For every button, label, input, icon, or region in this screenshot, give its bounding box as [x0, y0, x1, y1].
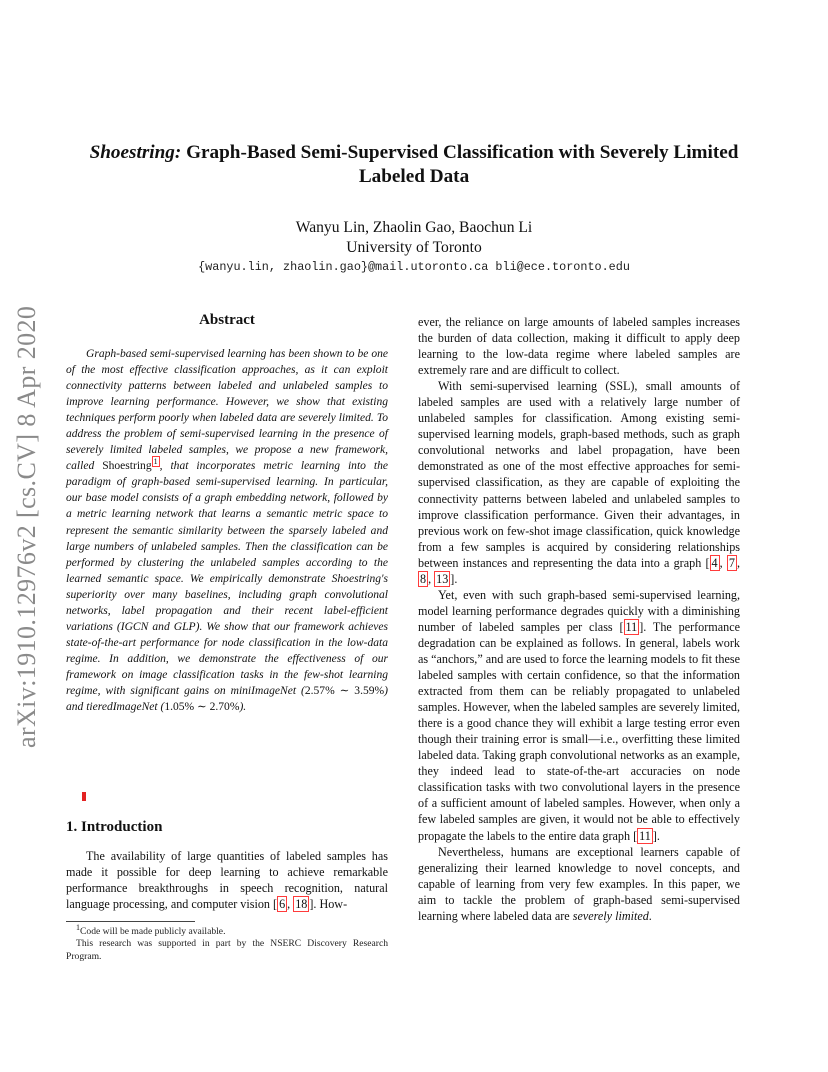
- abstract-text-3: ) and tieredImageNet (: [66, 684, 388, 714]
- right-text-3-end: ].: [652, 828, 660, 843]
- footnote-1-text: Code will be made publicly available.: [80, 926, 226, 937]
- footnote-rule: [66, 921, 195, 922]
- right-text-4-end: .: [648, 908, 652, 923]
- right-paragraph-1: ever, the reliance on large amounts of labeled samples increases the burden of data collection, making it difficult to apply deep learning to the low-data regime where labeled samples are extremely rare and are difficult to collect.: [418, 315, 740, 378]
- citation-link[interactable]: 8: [420, 571, 427, 586]
- emphasis-text: severely limited: [572, 908, 649, 923]
- arxiv-identifier: arXiv:1910.12976v2 [cs.CV] 8 Apr 2020: [12, 305, 41, 749]
- abstract-text-2: , that incorporates metric learning into the paradigm of graph-based semi-supervised learning. In particular, our base model consists of a graph embedding network, followed by a metric learning network that learns a semantic metric space to represent the semantic similarity between the sparsely labeled and large numbers of unlabeled samples. Then the classification can be performed by clustering the unlabeled samples according to the learned semantic space. We empirically demonstrate Shoestring's superiority over many baselines, including graph convolutional networks, label propagation and their recent label-efficient variations (IGCN and GLP). We show that our framework achieves state-of-the-art performance for node classification in the low-data regime. In addition, we demonstrate the effectiveness of our framework on image classification tasks in the few-shot learning regime, with significant gains on miniImageNet (: [66, 460, 388, 697]
- left-column: [66, 312, 388, 715]
- section-heading: 1. Introduction: [66, 819, 163, 835]
- title-italic: Shoestring:: [89, 142, 182, 163]
- right-text-2: With semi-supervised learning (SSL), small amounts of labeled samples are used with a relatively large number of unlabeled samples for classification. Among existing semi-supervised learning models, graph-based methods, such as graph convolutional networks and label propagation, have been demonstrated as one of the most effective approaches for semi-supervised classification, as they are capable of exploiting the connectivity patterns between labeled and unlabeled samples to improve classification performance. Given their advantages, in previous work on few-shot image classification, quick knowledge from a few samples is acquired by considering relationships between instances and representing the data into a graph [: [418, 379, 740, 570]
- footnote-2: This research was supported in part by the NSERC Discovery Research Program.: [66, 938, 388, 962]
- author-emails: {wanyu.lin, zhaolin.gao}@mail.utoronto.ca bli@ece.toronto.edu: [198, 260, 630, 274]
- citation-link[interactable]: 13: [436, 571, 449, 586]
- right-text-3b: ]. The performance degradation can be explained as follows. In general, labels work as “anchors,” and are used to force the learning models to fit these labeled samples with certain confidence, so that the information extracted from them can be reliably propagated to unlabeled samples. However, when the labeled samples are severely limited, there is a good chance they will exhibit a large testing error even though their training error is small—i.e., overfitting these limited labeled data. Taking graph convolutional networks as an example, they indeed lead to state-of-the-art accuracies on node classification tasks with two convolutional layers in the presence of a sufficient amount of labeled samples. However, when only a few labeled samples are given, it would not be able to effectively propagate the labels to the entire data graph [: [418, 619, 740, 843]
- citation-sep: ,: [287, 897, 294, 912]
- right-column: [418, 314, 740, 924]
- right-paragraph-4: [418, 844, 740, 924]
- title-rest: Graph-Based Semi-Supervised Classification with Severely Limited Labeled Data: [181, 142, 739, 187]
- citation-link[interactable]: 11: [625, 619, 638, 634]
- abstract-text-4: ).: [239, 701, 247, 714]
- right-paragraph-3: [418, 587, 740, 844]
- citation-link[interactable]: 6: [279, 897, 286, 912]
- abstract-text-1: Graph-based semi-supervised learning has been shown to be one of the most effective classification approaches, as it can exploit connectivity patterns between labeled and unlabeled samples to improve learning performance. However, we show that existing techniques perform poorly when labeled data are severely limited. To address the problem of semi-supervised learning in the presence of severely limited labeled samples, we propose a new framework, called: [66, 348, 388, 473]
- intro-paragraph: [66, 848, 388, 912]
- footnote-1: $^1$Code will be made publicly available.: [76, 922, 226, 937]
- intro-text-end: ]. How-: [309, 897, 348, 912]
- footnote-link[interactable]: 1: [153, 457, 158, 467]
- framework-name: Shoestring: [102, 460, 152, 473]
- citation-link[interactable]: 18: [295, 897, 308, 912]
- citation-link[interactable]: 11: [639, 828, 651, 843]
- right-text-3: Yet, even with such graph-based semi-supervised learning, model learning performance degrades quickly with a diminishing number of labeled samples per class [: [418, 587, 740, 634]
- citation-link[interactable]: 4: [711, 555, 718, 570]
- gain-miniimagenet: 2.57% ∼ 3.59%: [304, 684, 385, 697]
- footnotes: [66, 922, 388, 963]
- author-names: Wanyu Lin, Zhaolin Gao, Baochun Li: [295, 219, 533, 236]
- author-affiliation: University of Toronto: [346, 239, 482, 256]
- right-text-4: Nevertheless, humans are exceptional learners capable of generalizing their learned knowledge to novel concepts, and capable of learning from very few examples. In this paper, we aim to tackle the problem of graph-based semi-supervised learning where labeled data are: [418, 844, 740, 923]
- arxiv-sidebar: [12, 292, 52, 762]
- intro-text: The availability of large quantities of labeled samples has made it possible for deep learning to achieve remarkable performance breakthroughs in speech recognition, natural language processing, and computer vision [: [66, 849, 388, 912]
- right-paragraph-2: With semi-supervised learning (SSL), small amounts of labeled samples are used with a relatively large number of unlabeled samples for classification. Among existing semi-supervised learning models, graph-based methods, such as graph convolutional networks and label propagation, have been demonstrated as one of the most effective approaches for semi-supervised classification, as they are capable of exploiting the connectivity patterns between labeled and unlabeled samples to improve classification performance. Given their advantages, in previous work on few-shot image classification, quick knowledge from a few samples is acquired by considering relationships between instances and representing the data into a graph [ 4 , 7 , 8 , 13 ].: [418, 379, 740, 586]
- right-text-2-end: ].: [450, 571, 458, 586]
- author-block: [60, 218, 768, 258]
- citation-link[interactable]: 7: [728, 555, 735, 570]
- anchor-marker: [82, 792, 86, 801]
- abstract-body: [66, 346, 388, 715]
- gain-tieredimagenet: 1.05% ∼ 2.70%: [164, 701, 240, 714]
- abstract-heading: Abstract: [199, 312, 255, 328]
- paper-title: [60, 141, 768, 189]
